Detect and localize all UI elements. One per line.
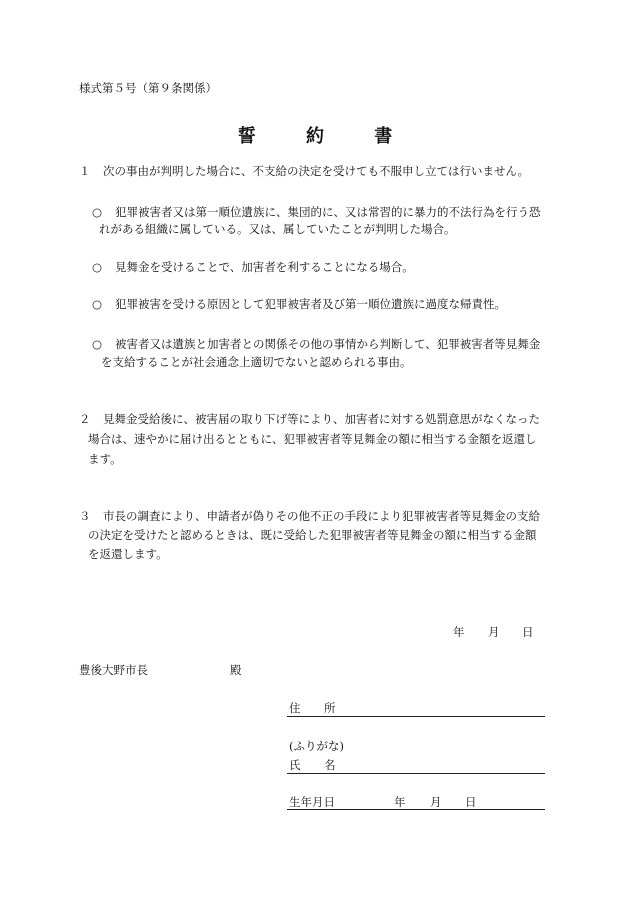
furigana-label: (ふりがな) xyxy=(289,739,344,753)
item2-line3: ます。 xyxy=(88,452,122,466)
address-label-char-2: 所 xyxy=(324,701,336,715)
addressee-name: 豊後大野市長 xyxy=(79,663,148,677)
bullet4-line1: 被害者又は遺族と加害者との関係その他の事情から判断して、犯罪被害者等見舞金 xyxy=(115,337,541,351)
bullet-mark: ○ xyxy=(92,337,103,351)
item2-line2: 場合は、速やかに届け出るとともに、犯罪被害者等見舞金の額に相当する金額を返還し xyxy=(88,432,537,446)
bullet2-line1: 見舞金を受けることで、加害者を利することになる場合。 xyxy=(115,260,414,274)
dob-year-label: 年 xyxy=(394,795,406,809)
item1-text: 次の事由が判明した場合に、不支給の決定を受けても不服申し立ては行いません。 xyxy=(103,164,530,178)
bullet3-line1: 犯罪被害を受ける原因として犯罪被害者及び第一順位遺族に過度な帰責性。 xyxy=(115,297,506,311)
date-year-label: 年 xyxy=(453,625,465,639)
name-label-char-2: 名 xyxy=(324,758,336,772)
dob-day-label: 日 xyxy=(465,795,477,809)
name-label-char-1: 氏 xyxy=(289,758,301,772)
bullet-mark: ○ xyxy=(92,297,103,311)
bullet-mark: ○ xyxy=(92,205,103,219)
bullet4-line2: を支給することが社会通念上適切でないと認められる事由。 xyxy=(101,355,412,369)
bullet1-line1: 犯罪被害者又は第一順位遺族に、集団的に、又は常習的に暴力的不法行為を行う恐 xyxy=(115,205,541,219)
address-underline xyxy=(287,716,545,717)
address-label-char-1: 住 xyxy=(289,701,301,715)
item3-line1: 市長の調査により、申請者が偽りその他不正の手段により犯罪被害者等見舞金の支給 xyxy=(103,509,540,523)
dob-label: 生年月日 xyxy=(289,795,335,809)
form-number: 様式第５号（第９条関係） xyxy=(79,81,217,95)
dob-underline xyxy=(287,809,545,810)
item3-line3: を返還します。 xyxy=(88,547,168,561)
item2-number: ２ xyxy=(79,412,91,426)
date-month-label: 月 xyxy=(488,625,500,639)
item3-number: ３ xyxy=(79,509,91,523)
bullet1-line2: れがある組織に属している。又は、属していたことが判明した場合。 xyxy=(99,222,456,236)
title-char-3: 書 xyxy=(374,126,393,147)
item1-number: １ xyxy=(79,164,91,178)
page-title xyxy=(0,122,630,148)
item2-line1: 見舞金受給後に、被害届の取り下げ等により、加害者に対する処罰意思がなくなった xyxy=(103,412,540,426)
date-day-label: 日 xyxy=(522,625,534,639)
item3-line2: の決定を受けたと認めるときは、既に受給した犯罪被害者等見舞金の額に相当する金額 xyxy=(88,528,537,542)
title-char-1: 誓 xyxy=(237,126,256,147)
bullet-mark: ○ xyxy=(92,260,103,274)
addressee-honorific: 殿 xyxy=(230,663,242,677)
dob-month-label: 月 xyxy=(430,795,442,809)
title-char-2: 約 xyxy=(306,126,324,147)
name-underline xyxy=(287,773,545,774)
